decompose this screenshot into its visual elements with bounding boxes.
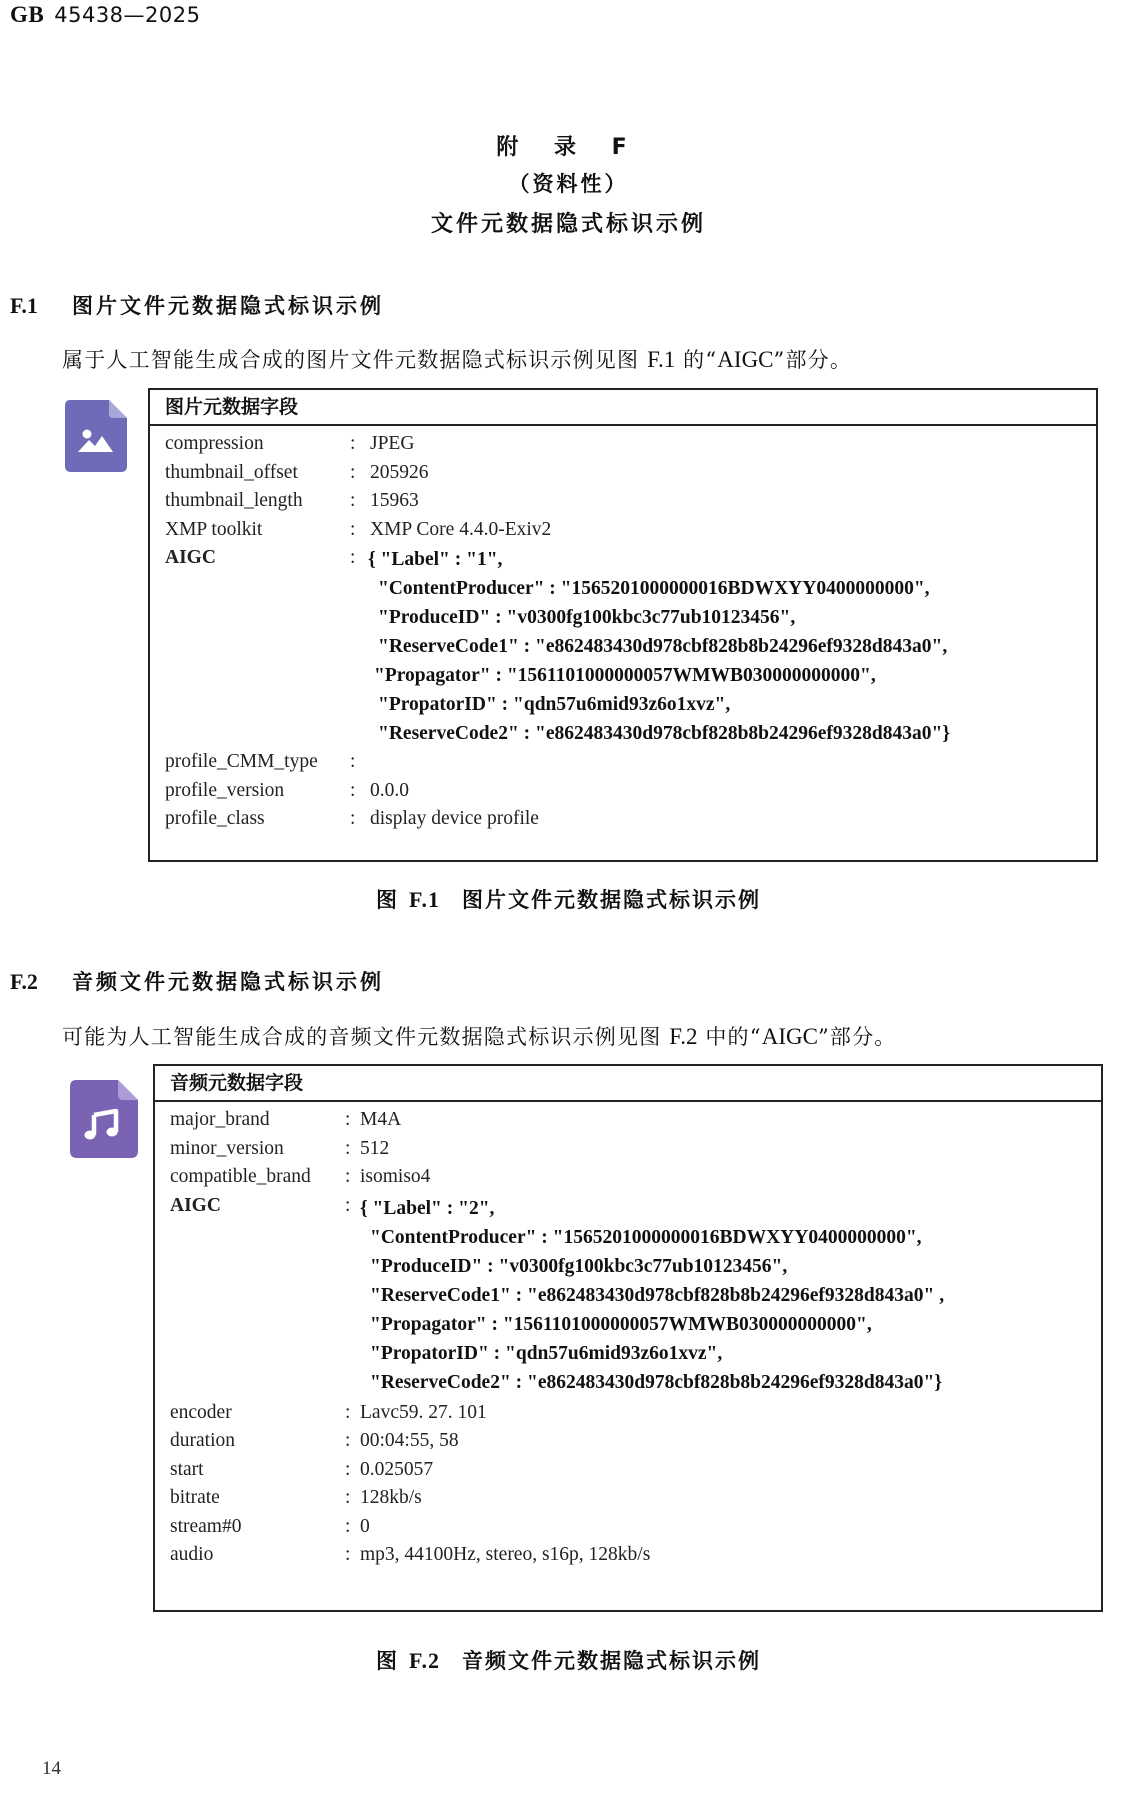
field-separator: : [350, 808, 356, 829]
section-title: 图片文件元数据隐式标识示例 [72, 294, 384, 318]
metadata-row-aigc [155, 1192, 1101, 1399]
field-key: minor_version [170, 1137, 284, 1159]
para-text: ”部分。 [773, 348, 853, 372]
metadata-row [150, 805, 1096, 834]
aigc-tag: AIGC [717, 347, 774, 372]
metadata-row [150, 748, 1096, 777]
metadata-box-title: 音频元数据字段 [155, 1066, 1101, 1102]
metadata-row [155, 1513, 1101, 1542]
metadata-rows [150, 426, 1096, 834]
aigc-json-line: "PropatorID" : "qdn57u6mid93z6o1xvz", [370, 1342, 723, 1364]
metadata-row [155, 1106, 1101, 1135]
metadata-row [155, 1135, 1101, 1164]
field-separator: : [350, 461, 356, 483]
field-value: 512 [360, 1137, 390, 1159]
field-key-aigc: AIGC [170, 1194, 221, 1216]
figure-ref: F.2 [669, 1024, 698, 1049]
annex-type: （资料性） [508, 172, 629, 196]
field-key: bitrate [170, 1487, 220, 1508]
field-key: encoder [170, 1401, 232, 1423]
aigc-json-line: "Propagator" : "1561101000000057WMWB030000000000", [374, 665, 876, 686]
aigc-json-line: "ReserveCode2" : "e862483430d978cbf828b8b24296ef9328d843a0"} [370, 1371, 943, 1393]
caption-text: 图片文件元数据隐式标识示例 [461, 888, 761, 912]
section-paragraph-f2 [62, 1021, 896, 1051]
aigc-json-line: "PropatorID" : "qdn57u6mid93z6o1xvz", [378, 694, 731, 715]
aigc-json-line: { "Label" : "2", [360, 1197, 495, 1219]
page-number: 14 [42, 1758, 61, 1779]
para-text: 属于人工智能生成合成的图片文件元数据隐式标识示例见图 [62, 348, 648, 372]
field-separator: : [345, 1515, 351, 1537]
field-key-aigc: AIGC [165, 547, 216, 568]
section-title: 音频文件元数据隐式标识示例 [72, 970, 384, 994]
field-value: isomiso4 [360, 1166, 431, 1187]
field-value: XMP Core 4.4.0-Exiv2 [370, 518, 552, 540]
aigc-json-line: "ReserveCode2" : "e862483430d978cbf828b8b24296ef9328d843a0"} [378, 723, 951, 744]
annex-title: 附 录 F [496, 135, 641, 160]
field-separator: : [345, 1544, 351, 1565]
figure-caption-f1 [0, 884, 1137, 914]
caption-text: 音频文件元数据隐式标识示例 [461, 1649, 761, 1673]
field-key: profile_version [165, 779, 285, 801]
field-key: compression [165, 433, 264, 454]
metadata-row [155, 1163, 1101, 1192]
field-separator: : [345, 1194, 351, 1216]
para-text: ”部分。 [817, 1025, 897, 1049]
standard-prefix: GB [10, 2, 45, 27]
field-value: 128kb/s [360, 1487, 422, 1508]
aigc-json-line: { "Label" : "1", [368, 549, 503, 570]
annex-name: 文件元数据隐式标识示例 [430, 212, 706, 237]
caption-prefix: 图 [376, 888, 400, 912]
field-separator: : [350, 518, 356, 540]
aigc-json-line: "ReserveCode1" : "e862483430d978cbf828b8b24296ef9328d843a0" , [370, 1284, 945, 1306]
field-value: 15963 [370, 490, 419, 511]
image-file-icon [65, 400, 127, 472]
section-heading-f2 [10, 966, 384, 996]
field-key: audio [170, 1544, 214, 1565]
metadata-row [150, 777, 1096, 806]
metadata-row [155, 1427, 1101, 1456]
metadata-box-title: 图片元数据字段 [150, 390, 1096, 426]
standard-code [10, 2, 200, 28]
field-value: M4A [360, 1109, 402, 1130]
field-separator: : [350, 547, 356, 568]
field-key: compatible_brand [170, 1166, 311, 1187]
metadata-row-aigc [150, 544, 1096, 748]
field-separator: : [350, 490, 356, 511]
field-key: profile_CMM_type [165, 751, 318, 772]
field-key: major_brand [170, 1109, 270, 1130]
figure-ref: F.1 [647, 347, 676, 372]
field-key: duration [170, 1430, 235, 1451]
field-value: Lavc59. 27. 101 [360, 1401, 487, 1423]
field-separator: : [350, 751, 356, 772]
para-text: 中的“ [697, 1025, 762, 1049]
field-value: 00:04:55, 58 [360, 1430, 459, 1451]
audio-file-icon [70, 1080, 132, 1152]
field-value: 0 [360, 1515, 370, 1537]
para-text: 可能为人工智能生成合成的音频文件元数据隐式标识示例见图 [62, 1025, 670, 1049]
aigc-tag: AIGC [761, 1024, 818, 1049]
field-key: stream#0 [170, 1515, 242, 1537]
metadata-row [155, 1456, 1101, 1485]
field-separator: : [345, 1109, 351, 1130]
aigc-json-line: "ContentProducer" : "1565201000000016BDWXYY0400000000", [378, 578, 930, 599]
caption-number: F.2 [409, 1648, 440, 1673]
caption-prefix: 图 [376, 1649, 400, 1673]
field-value: 0.025057 [360, 1458, 434, 1480]
audio-metadata-box [153, 1064, 1103, 1612]
field-value: 205926 [370, 461, 429, 483]
field-key: thumbnail_offset [165, 461, 298, 483]
metadata-row [150, 487, 1096, 516]
metadata-row [155, 1399, 1101, 1428]
field-separator: : [345, 1137, 351, 1159]
aigc-json-line: "ContentProducer" : "1565201000000016BDWXYY0400000000", [370, 1226, 922, 1248]
field-value: display device profile [370, 808, 539, 829]
caption-number: F.1 [409, 887, 440, 912]
field-key: XMP toolkit [165, 518, 263, 540]
metadata-row [150, 516, 1096, 545]
field-separator: : [345, 1487, 351, 1508]
aigc-json-line: "ReserveCode1" : "e862483430d978cbf828b8b24296ef9328d843a0", [378, 636, 948, 657]
field-value: JPEG [370, 433, 415, 454]
section-number: F.2 [10, 969, 38, 994]
metadata-rows [155, 1102, 1101, 1570]
aigc-json-line: "ProduceID" : "v0300fg100kbc3c77ub10123456", [370, 1255, 788, 1277]
field-separator: : [345, 1166, 351, 1187]
aigc-json-line: "ProduceID" : "v0300fg100kbc3c77ub10123456", [378, 607, 796, 628]
metadata-row [155, 1484, 1101, 1513]
field-separator: : [350, 779, 356, 801]
field-value: mp3, 44100Hz, stereo, s16p, 128kb/s [360, 1544, 651, 1565]
field-separator: : [345, 1401, 351, 1423]
metadata-row [150, 430, 1096, 459]
section-paragraph-f1 [62, 344, 852, 374]
metadata-row [150, 459, 1096, 488]
field-key: profile_class [165, 808, 265, 829]
aigc-json-line: "Propagator" : "1561101000000057WMWB030000000000", [370, 1313, 872, 1335]
field-separator: : [350, 433, 356, 454]
para-text: 的“ [675, 348, 718, 372]
standard-number: 45438—2025 [54, 3, 201, 27]
field-separator: : [345, 1430, 351, 1451]
section-heading-f1 [10, 290, 384, 320]
section-number: F.1 [10, 293, 38, 318]
field-separator: : [345, 1458, 351, 1480]
figure-caption-f2 [0, 1645, 1137, 1675]
field-key: thumbnail_length [165, 490, 303, 511]
image-metadata-box [148, 388, 1098, 862]
field-value: 0.0.0 [370, 779, 409, 801]
metadata-row [155, 1541, 1101, 1570]
field-key: start [170, 1458, 204, 1480]
